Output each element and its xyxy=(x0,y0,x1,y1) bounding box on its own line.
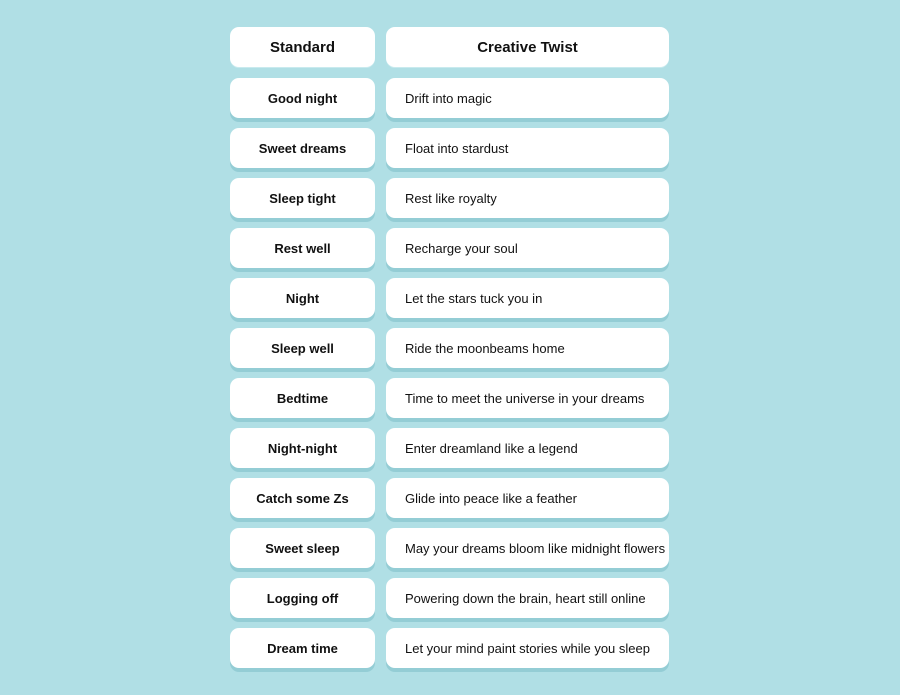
creative-cell: Powering down the brain, heart still online xyxy=(386,578,669,618)
standard-cell: Night-night xyxy=(230,428,375,468)
creative-cell: Glide into peace like a feather xyxy=(386,478,669,518)
table-row xyxy=(230,228,669,268)
creative-cell: Let your mind paint stories while you sleep xyxy=(386,628,669,668)
table-row xyxy=(230,328,669,368)
standard-cell: Sweet sleep xyxy=(230,528,375,568)
standard-cell: Sweet dreams xyxy=(230,128,375,168)
standard-cell: Bedtime xyxy=(230,378,375,418)
standard-cell: Good night xyxy=(230,78,375,118)
creative-cell: May your dreams bloom like midnight flowers xyxy=(386,528,669,568)
table-row xyxy=(230,528,669,568)
table-row xyxy=(230,578,669,618)
table-row xyxy=(230,428,669,468)
standard-cell: Sleep well xyxy=(230,328,375,368)
creative-cell: Drift into magic xyxy=(386,78,669,118)
standard-cell: Sleep tight xyxy=(230,178,375,218)
table-row xyxy=(230,78,669,118)
creative-cell: Let the stars tuck you in xyxy=(386,278,669,318)
table-header-row xyxy=(230,27,669,67)
creative-cell: Time to meet the universe in your dreams xyxy=(386,378,669,418)
standard-cell: Dream time xyxy=(230,628,375,668)
table-row xyxy=(230,378,669,418)
header-standard: Standard xyxy=(230,27,375,67)
standard-cell: Logging off xyxy=(230,578,375,618)
standard-cell: Rest well xyxy=(230,228,375,268)
header-creative-twist: Creative Twist xyxy=(386,27,669,67)
table-row xyxy=(230,478,669,518)
table-row xyxy=(230,628,669,668)
creative-cell: Enter dreamland like a legend xyxy=(386,428,669,468)
standard-cell: Catch some Zs xyxy=(230,478,375,518)
standard-cell: Night xyxy=(230,278,375,318)
creative-cell: Recharge your soul xyxy=(386,228,669,268)
table-row xyxy=(230,178,669,218)
creative-cell: Ride the moonbeams home xyxy=(386,328,669,368)
comparison-table xyxy=(230,27,669,678)
table-row xyxy=(230,128,669,168)
table-row xyxy=(230,278,669,318)
creative-cell: Rest like royalty xyxy=(386,178,669,218)
creative-cell: Float into stardust xyxy=(386,128,669,168)
